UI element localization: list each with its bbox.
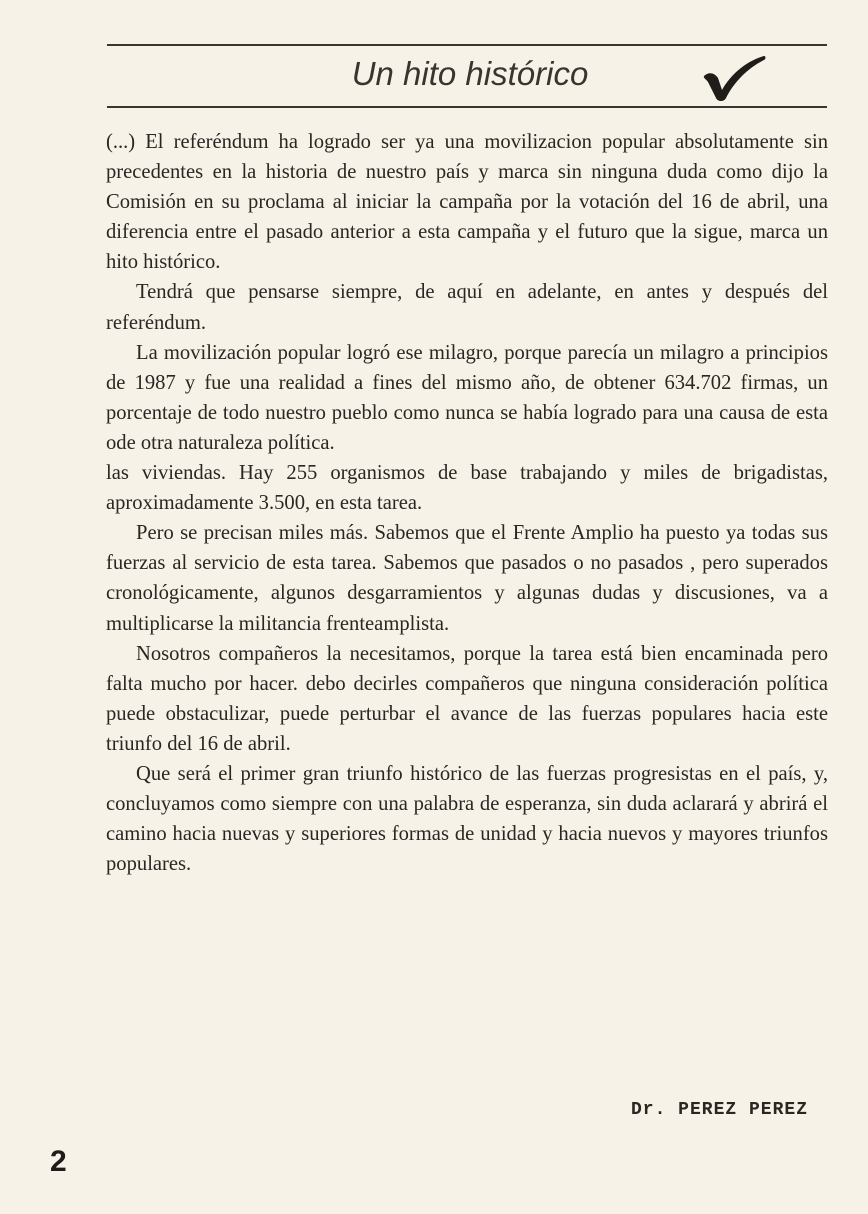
header-rule-top	[107, 44, 827, 46]
paragraph: (...) El referéndum ha logrado ser ya una movilizacion popular absolutamente sin precedentes en la historia de nuestro país y marca sin ninguna duda como dijo la Comisión en su proclama al iniciar la campaña por la votación del 16 de abril, una diferencia entre el pasado anterior a esta campaña y el futuro que la sigue, marca un hito histórico.	[106, 131, 828, 274]
page-number: 2	[50, 1145, 67, 1178]
checkmark-icon	[700, 50, 770, 104]
paragraph: Pero se precisan miles más. Sabemos que el Frente Amplio ha puesto ya todas sus fuerzas al servicio de esta tarea. Sabemos que pasados o no pasados , pero superados cronológicamente, algunos desgarramientos y algunas dudas y discusiones, va a multiplicarse la militancia frenteamplista.	[106, 522, 828, 635]
paragraph: las viviendas. Hay 255 organismos de base trabajando y miles de brigadistas, aproximadamente 3.500, en esta tarea.	[106, 462, 828, 515]
author-signature: Dr. PEREZ PEREZ	[630, 1100, 808, 1120]
paragraph: La movilización popular logró ese milagro, porque parecía un milagro a principios de 1987 y fue una realidad a fines del mismo año, de obtener 634.702 firmas, un porcentaje de todo nuestro pueblo como nunca se había logrado para una causa de esta ode otra naturaleza política.	[106, 341, 828, 454]
article-title: Un hito histórico	[351, 55, 589, 92]
article-body	[106, 127, 828, 879]
paragraph: Tendrá que pensarse siempre, de aquí en adelante, en antes y después del referéndum.	[106, 281, 828, 334]
paragraph: Que será el primer gran triunfo histórico de las fuerzas progresistas en el país, y, concluyamos como siempre con una palabra de esperanza, sin duda aclarará y abrirá el camino hacia nuevas y superiores formas de unidad y hacia nuevos y mayores triunfos populares.	[106, 762, 828, 876]
paragraph: Nosotros compañeros la necesitamos, porque la tarea está bien encaminada pero falta mucho por hacer. debo decirles compañeros que ninguna consideración política puede obstaculizar, puede perturbar el avance de las fuerzas populares hacia este triunfo del 16 de abril.	[106, 642, 828, 755]
header-rule-bottom	[107, 106, 827, 108]
